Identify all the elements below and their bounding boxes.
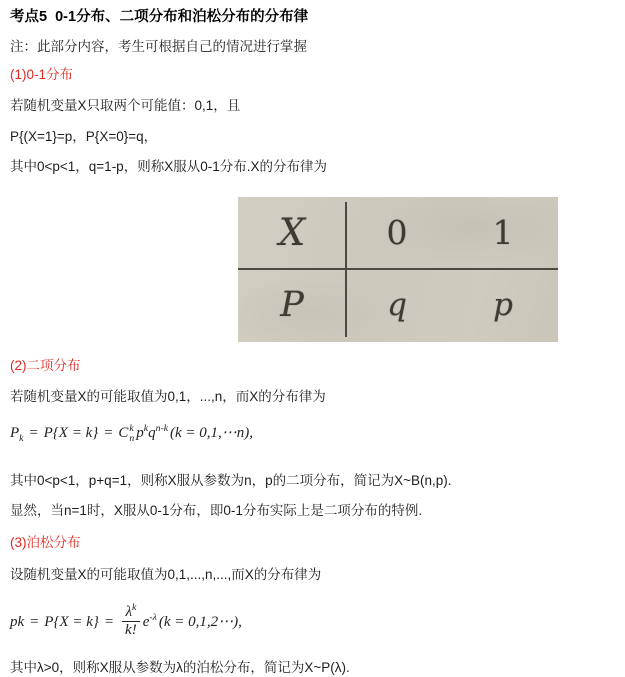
equals-sign: = <box>28 425 39 441</box>
s3-text-line-1: 设随机变量X的可能取值为0,1,...,n,...,而X的分布律为 <box>10 567 322 582</box>
binomial-P-sub: k <box>19 433 24 444</box>
poisson-domain: (k = 0,1,2⋯), <box>158 614 242 630</box>
table-cell-p-value-p: p <box>493 287 513 323</box>
table-cell-p-value-q: q <box>387 287 407 323</box>
poisson-fraction <box>122 602 140 640</box>
binomial-q-sup: n-k <box>155 423 169 434</box>
s1-text-line-1: 若随机变量X只取两个可能值：0,1，且 <box>10 98 241 113</box>
binomial-P: P <box>10 425 20 441</box>
page-title: 考点5 0-1分布、二项分布和泊松分布的分布律 <box>10 9 309 25</box>
binomial-C-sub: n <box>129 433 135 445</box>
poisson-e: e <box>142 614 150 630</box>
s1-text-line-3: 其中0<p<1，q=1-p，则称X服从0-1分布.X的分布律为 <box>10 159 327 174</box>
binomial-p-sup: k <box>143 423 149 434</box>
section-heading-poisson: (3)泊松分布 <box>10 535 81 550</box>
binomial-prob-notation: P{X = k} <box>43 425 99 441</box>
poisson-fraction-numerator <box>122 602 140 621</box>
s2-text-line-3: 显然，当n=1时，X服从0-1分布，即0-1分布实际上是二项分布的特例. <box>10 503 423 518</box>
distribution-table-image <box>238 197 558 342</box>
binomial-domain: (k = 0,1,⋯n), <box>170 425 254 441</box>
table-cell-x-value-1: 1 <box>492 213 514 252</box>
note-line: 注：此部分内容，考生可根据自己的情况进行掌握 <box>10 39 307 54</box>
poisson-prob-notation: P{X = k} <box>44 614 99 630</box>
table-cell-x-label: X <box>278 211 306 254</box>
equals-sign: = <box>29 614 40 630</box>
s1-text-line-2: P{(X=1}=p，P{X=0}=q， <box>10 129 158 144</box>
table-cell-p-label: P <box>280 285 304 325</box>
s2-text-line-1: 若随机变量X的可能取值为0,1，...,n，而X的分布律为 <box>10 389 326 404</box>
s3-text-line-2: 其中λ>0，则称X服从参数为λ的泊松分布，简记为X~P(λ). <box>10 660 350 675</box>
binomial-p: p <box>136 425 144 441</box>
lambda-exponent: k <box>131 601 137 613</box>
lambda-symbol: λ <box>125 603 132 620</box>
poisson-formula <box>10 596 615 644</box>
equals-sign: = <box>103 614 115 630</box>
section-heading-01-distribution: (1)0-1分布 <box>10 67 74 82</box>
binomial-C-scripts <box>129 424 134 444</box>
binomial-C-sup: k <box>129 423 134 435</box>
poisson-fraction-denominator: k! <box>122 621 140 639</box>
s2-text-line-2: 其中0<p<1，p+q=1，则称X服从参数为n，p的二项分布，简记为X~B(n,p). <box>10 473 452 488</box>
poisson-pk: pk <box>10 614 25 630</box>
table-cell-x-value-0: 0 <box>386 213 408 252</box>
poisson-e-sup: -λ <box>149 612 157 623</box>
binomial-C: C <box>118 425 129 441</box>
binomial-formula <box>10 416 615 452</box>
equals-sign: = <box>103 425 114 441</box>
binomial-q: q <box>148 425 156 441</box>
section-heading-binomial: (2)二项分布 <box>10 358 81 373</box>
